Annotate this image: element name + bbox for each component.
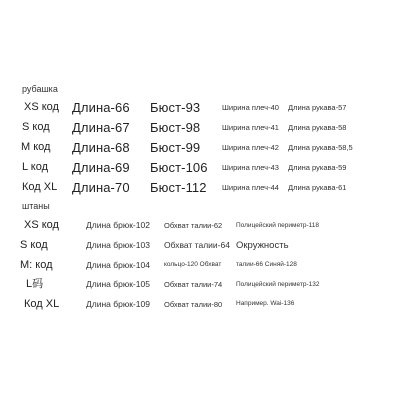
shirt-sleeve: Длина рукава-57: [288, 103, 347, 112]
shirt-length: Длина-70: [72, 180, 130, 195]
shirt-sleeve: Длина рукава-61: [288, 183, 347, 192]
pants-waist: Обхват талии-80: [164, 300, 223, 309]
shirt-bust: Бюст-98: [150, 120, 201, 135]
pants-length: Длина брюк-104: [86, 260, 150, 270]
shirt-bust: Бюст-112: [150, 180, 207, 195]
shirt-length: Длина-68: [72, 140, 130, 155]
shirt-length: Длина-66: [72, 100, 130, 115]
pants-waist: Обхват талии-62: [164, 221, 223, 230]
section-shirt-label: рубашка: [22, 84, 58, 94]
shirt-size-label: Код XL: [22, 181, 58, 193]
shirt-shoulder: Ширина плеч-41: [222, 123, 279, 132]
shirt-size-label: XS код: [24, 101, 59, 113]
pants-waist: кольцо-120 Обхват: [164, 261, 222, 268]
pants-hip: Полицейский периметр-118: [236, 222, 319, 229]
shirt-bust: Бюст-93: [150, 100, 201, 115]
shirt-bust: Бюст-99: [150, 140, 201, 155]
shirt-size-label: M код: [21, 141, 51, 153]
shirt-shoulder: Ширина плеч-43: [222, 163, 279, 172]
shirt-sleeve: Длина рукава-58,5: [288, 143, 353, 152]
pants-waist: Обхват талии-74: [164, 280, 223, 289]
pants-length: Длина брюк-109: [86, 299, 150, 309]
pants-hip: Например. Wai-136: [236, 300, 295, 307]
shirt-bust: Бюст-106: [150, 160, 208, 175]
shirt-shoulder: Ширина плеч-40: [222, 103, 279, 112]
shirt-shoulder: Ширина плеч-44: [222, 183, 279, 192]
shirt-shoulder: Ширина плеч-42: [222, 143, 279, 152]
pants-size-label: S код: [20, 239, 48, 251]
pants-size-label: Код XL: [24, 298, 60, 310]
section-pants-label: штаны: [22, 201, 50, 211]
shirt-sleeve: Длина рукава-59: [288, 163, 347, 172]
pants-hip: талии-66 Синяй-128: [236, 261, 297, 268]
pants-hip: Полицейский периметр-132: [236, 281, 320, 288]
pants-size-label: XS код: [24, 219, 59, 231]
pants-length: Длина брюк-102: [86, 220, 150, 230]
shirt-sleeve: Длина рукава-58: [288, 123, 347, 132]
pants-length: Длина брюк-103: [86, 240, 150, 250]
pants-size-label: M: код: [20, 259, 53, 271]
shirt-size-label: S код: [22, 121, 50, 133]
pants-hip: Окружность: [236, 240, 289, 251]
pants-size-label: L码: [26, 278, 44, 290]
shirt-size-label: L код: [22, 161, 48, 173]
pants-waist: Обхват талии-64: [164, 240, 230, 250]
shirt-length: Длина-69: [72, 160, 130, 175]
shirt-length: Длина-67: [72, 120, 130, 135]
pants-length: Длина брюк-105: [86, 279, 150, 289]
